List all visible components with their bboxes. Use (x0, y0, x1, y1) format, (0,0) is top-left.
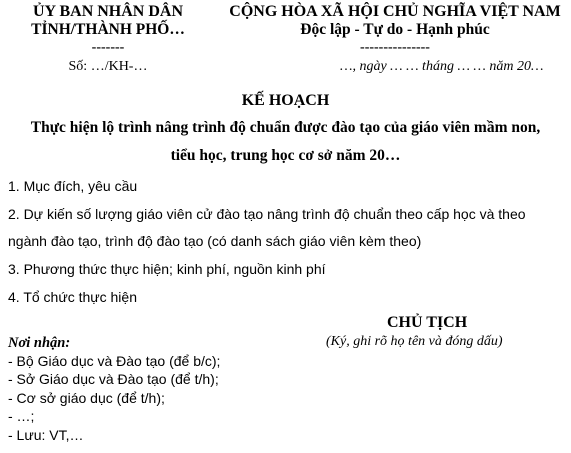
section-4-organization: 4. Tổ chức thực hiện (8, 289, 137, 305)
document-subtitle-line1: Thực hiện lộ trình nâng trình độ chuẩn được đào tạo của giáo viên mầm non, (30, 119, 541, 136)
national-motto: Độc lập - Tự do - Hạnh phúc (300, 21, 490, 38)
org-name-line1: ỦY BAN NHÂN DÂN (32, 3, 184, 20)
section-1-purpose: 1. Mục đích, yêu cầu (8, 178, 138, 194)
signatory-title: CHỦ TỊCH (387, 314, 468, 331)
recipient-item: - …; (8, 408, 35, 424)
section-2-teacher-estimate: 2. Dự kiến số lượng giáo viên cử đào tạo nâng trình độ chuẩn theo cấp học và theo (8, 206, 526, 222)
document-subtitle-line2: tiểu học, trung học cơ sở năm 20… (170, 147, 401, 164)
section-2-continuation: ngành đào tạo, trình độ đào tạo (có danh sách giáo viên kèm theo) (8, 233, 422, 249)
section-3-method-funding: 3. Phương thức thực hiện; kinh phí, nguồn kinh phí (8, 261, 326, 277)
recipients-title: Nơi nhận: (8, 335, 71, 351)
date-line: …, ngày … … tháng … … năm 20… (340, 59, 544, 74)
country-name: CỘNG HÒA XÃ HỘI CHỦ NGHĨA VIỆT NAM (229, 3, 561, 20)
left-separator: ------- (91, 40, 125, 55)
org-name-line2: TỈNH/THÀNH PHỐ… (31, 21, 185, 38)
document-number: Số: …/KH-… (68, 59, 148, 74)
signature-note: (Ký, ghi rõ họ tên và đóng dấu) (326, 334, 503, 349)
recipient-item: - Cơ sở giáo dục (để t/h); (8, 390, 165, 406)
recipient-item: - Bộ Giáo dục và Đào tạo (để b/c); (8, 353, 221, 369)
recipient-item: - Sở Giáo dục và Đào tạo (để t/h); (8, 371, 219, 387)
document-type-title: KẾ HOẠCH (241, 92, 330, 109)
right-separator: --------------- (360, 40, 430, 55)
recipient-item: - Lưu: VT,… (8, 427, 84, 443)
